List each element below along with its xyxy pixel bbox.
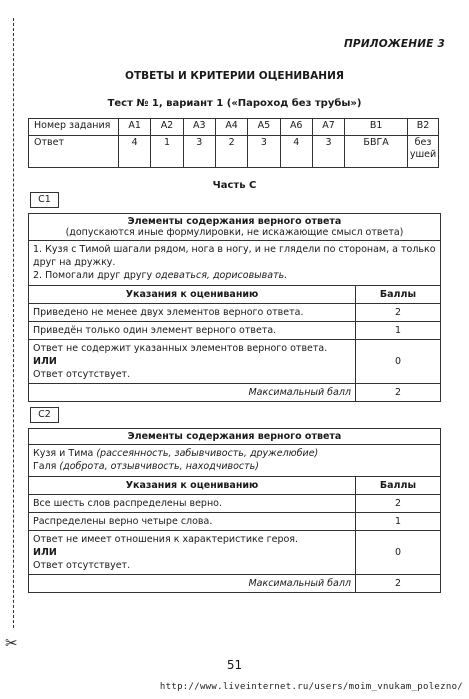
c1-label: С1	[30, 192, 59, 208]
answer-cell: 3	[183, 136, 215, 168]
criteria-header: Указания к оцениванию	[125, 289, 259, 300]
task-cell: А6	[280, 119, 312, 136]
scoring-row	[29, 304, 440, 322]
criteria-header: Указания к оцениванию	[125, 480, 259, 491]
criterion-text: Приведён только один элемент верного ответа.	[29, 322, 356, 340]
task-number-row	[29, 119, 439, 136]
c2-answer-line: Галя (доброта, отзывчивость, находчивость)	[33, 461, 259, 472]
criterion-points: 0	[356, 531, 441, 575]
task-cell: В2	[408, 119, 439, 136]
answer-cell: 1	[151, 136, 183, 168]
task-cell: А4	[215, 119, 247, 136]
criterion-text: Распределены верно четыре слова.	[29, 513, 356, 531]
c1-answer-line: 2. Помогали друг другу одеваться, дорисовывать.	[33, 270, 288, 281]
max-score-label: Максимальный балл	[29, 575, 356, 593]
answer-cell: 4	[280, 136, 312, 168]
c1-scoring-table	[29, 286, 440, 401]
appendix-label: ПРИЛОЖЕНИЕ 3	[343, 38, 445, 50]
task-cell: А3	[183, 119, 215, 136]
c2-criteria-block	[28, 428, 441, 593]
page-number: 51	[226, 658, 243, 672]
points-header: Баллы	[356, 477, 441, 495]
c2-answer-elements	[29, 445, 440, 477]
answer-row	[29, 136, 439, 168]
c1-answer-elements	[29, 241, 440, 286]
criterion-points: 1	[356, 322, 441, 340]
c1-criteria-block	[28, 213, 441, 402]
criterion-text: Ответ не содержит указанных элементов верного ответа. ИЛИ Ответ отсутствует.	[29, 340, 356, 384]
c2-label: С2	[30, 407, 59, 423]
c1-header-note: (допускаются иные формулировки, не искажающие смысл ответа)	[65, 227, 404, 238]
c1-answer-line: 1. Кузя с Тимой шагали рядом, нога в ногу, и не глядели по сторонам, а только друг на дружку.	[33, 244, 436, 268]
task-cell: А5	[248, 119, 280, 136]
scoring-row	[29, 322, 440, 340]
answer-cell: 3	[312, 136, 344, 168]
criterion-points: 2	[356, 304, 441, 322]
c2-header	[29, 429, 440, 445]
max-score-label: Максимальный балл	[29, 384, 356, 402]
part-title: Часть С	[212, 180, 257, 191]
answer-label: Ответ	[29, 136, 119, 168]
watermark-url: http://www.liveinternet.ru/users/moim_vnukam_polezno/	[159, 682, 463, 692]
criterion-points: 2	[356, 495, 441, 513]
cut-line	[13, 18, 14, 628]
task-cell: А7	[312, 119, 344, 136]
criterion-text: Ответ не имеет отношения к характеристике героя. ИЛИ Ответ отсутствует.	[29, 531, 356, 575]
answer-cell: 4	[119, 136, 151, 168]
c2-header-title: Элементы содержания верного ответа	[127, 431, 342, 442]
answer-cell: БВГА	[345, 136, 408, 168]
c1-scoring-header	[29, 286, 440, 304]
task-number-label: Номер задания	[29, 119, 119, 136]
test-subtitle: Тест № 1, вариант 1 («Пароход без трубы»)	[107, 98, 362, 109]
scoring-row	[29, 513, 440, 531]
scoring-row	[29, 531, 440, 575]
c1-header-title: Элементы содержания верного ответа	[127, 216, 342, 227]
scissors-icon: ✂	[5, 634, 18, 652]
c2-scoring-header	[29, 477, 440, 495]
c1-header	[29, 214, 440, 241]
max-score-points: 2	[356, 384, 441, 402]
task-cell: В1	[345, 119, 408, 136]
criterion-text: Все шесть слов распределены верно.	[29, 495, 356, 513]
max-score-points: 2	[356, 575, 441, 593]
answer-cell: 2	[215, 136, 247, 168]
page-title: ОТВЕТЫ И КРИТЕРИИ ОЦЕНИВАНИЯ	[125, 70, 344, 82]
max-score-row	[29, 575, 440, 593]
c2-answer-line: Кузя и Тима (рассеянность, забывчивость, дружелюбие)	[33, 448, 319, 459]
answers-table	[28, 118, 439, 168]
scoring-row	[29, 340, 440, 384]
max-score-row	[29, 384, 440, 402]
scoring-row	[29, 495, 440, 513]
criterion-points: 0	[356, 340, 441, 384]
c2-scoring-table	[29, 477, 440, 592]
task-cell: А1	[119, 119, 151, 136]
points-header: Баллы	[356, 286, 441, 304]
task-cell: А2	[151, 119, 183, 136]
answer-cell: без ушей	[408, 136, 439, 168]
criterion-points: 1	[356, 513, 441, 531]
criterion-text: Приведено не менее двух элементов верного ответа.	[29, 304, 356, 322]
answer-cell: 3	[248, 136, 280, 168]
